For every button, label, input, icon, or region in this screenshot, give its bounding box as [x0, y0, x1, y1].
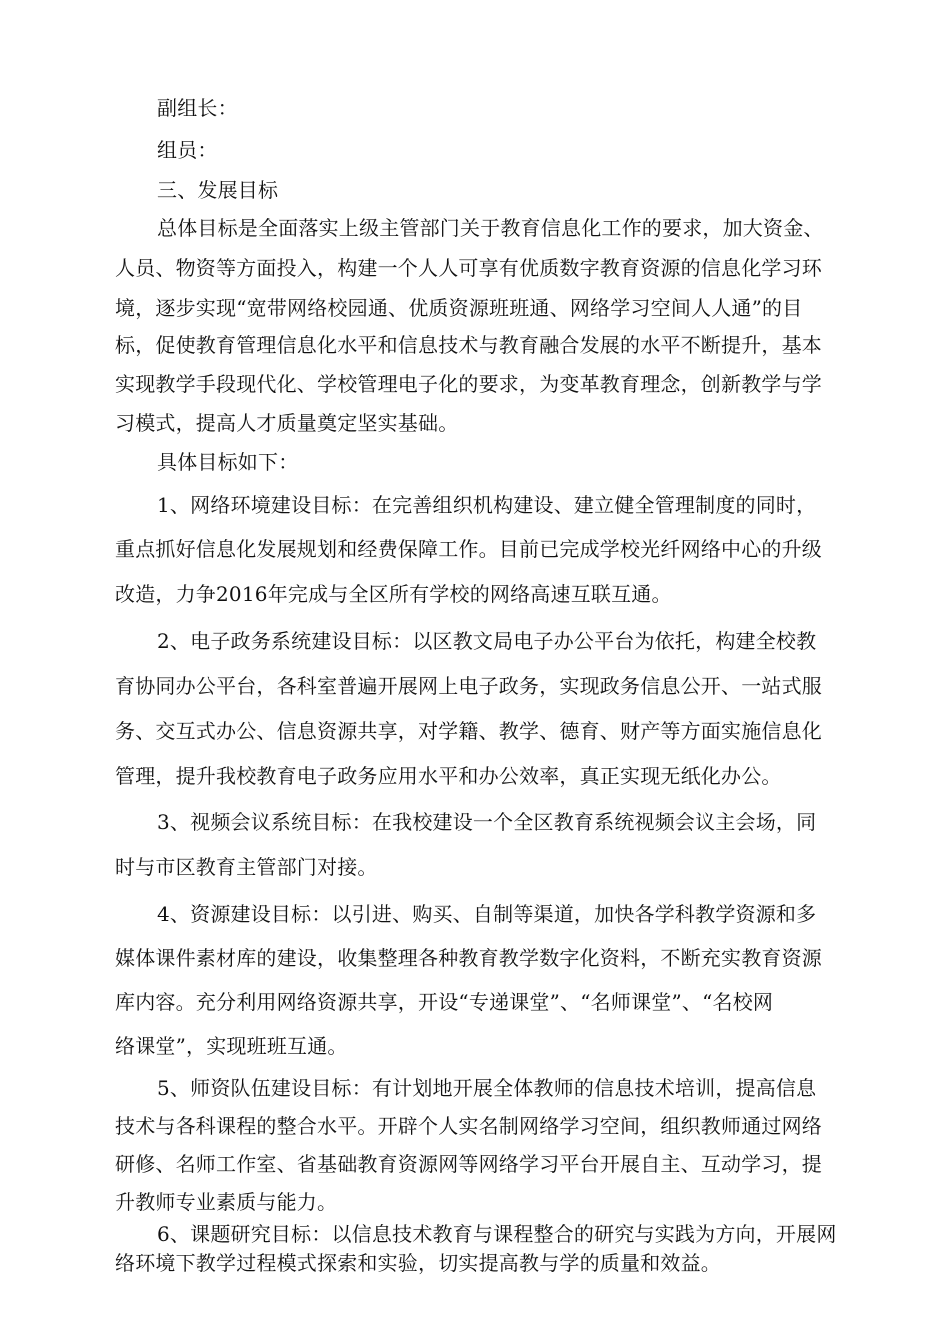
- text-line: 媒体课件素材库的建设，收集整理各种教育教学数字化资料，不断充实教育资源: [115, 946, 822, 970]
- text-line: 育协同办公平台，各科室普遍开展网上电子政务，实现政务信息公开、一站式服: [115, 674, 822, 698]
- text-line: 4、资源建设目标：以引进、购买、自制等渠道，加快各学科教学资源和多: [157, 902, 817, 926]
- text-line: 总体目标是全面落实上级主管部门关于教育信息化工作的要求，加大资金、: [157, 216, 824, 240]
- text-line: 库内容。充分利用网络资源共享，开设“专递课堂”、“名师课堂”、“名校网: [115, 990, 774, 1014]
- text-line: 境，逐步实现“宽带网络校园通、优质资源班班通、网络学习空间人人通”的目: [115, 296, 803, 320]
- text-line: 人员、物资等方面投入，构建一个人人可享有优质数字教育资源的信息化学习环: [115, 256, 822, 280]
- text-line: 络环境下教学过程模式探索和实验，切实提高教与学的质量和效益。: [115, 1251, 721, 1275]
- text-line: 技术与各科课程的整合水平。开辟个人实名制网络学习空间，组织教师通过网络: [115, 1114, 822, 1138]
- text-line: 6、课题研究目标：以信息技术教育与课程整合的研究与实践为方向，开展网: [157, 1222, 837, 1246]
- text-line: 改造，力争2016年完成与全区所有学校的网络高速互联互通。: [115, 582, 672, 606]
- text-line: 标，促使教育管理信息化水平和信息技术与教育融合发展的水平不断提升，基本: [115, 333, 822, 357]
- text-line: 管理，提升我校教育电子政务应用水平和办公效率，真正实现无纸化办公。: [115, 764, 782, 788]
- text-line: 2、电子政务系统建设目标：以区教文局电子办公平台为依托，构建全校教: [157, 629, 817, 653]
- text-line: 副组长：: [157, 96, 238, 120]
- text-line: 务、交互式办公、信息资源共享，对学籍、教学、德育、财产等方面实施信息化: [115, 719, 822, 743]
- text-line: 研修、名师工作室、省基础教育资源网等网络学习平台开展自主、互动学习，提: [115, 1152, 822, 1176]
- text-line: 升教师专业素质与能力。: [115, 1190, 338, 1214]
- text-line: 时与市区教育主管部门对接。: [115, 855, 378, 879]
- text-line: 实现教学手段现代化、学校管理电子化的要求，为变革教育理念，创新教学与学: [115, 372, 822, 396]
- text-line: 络课堂”，实现班班互通。: [115, 1034, 348, 1058]
- text-line: 3、视频会议系统目标：在我校建设一个全区教育系统视频会议主会场，同: [157, 810, 817, 834]
- text-line: 三、发展目标: [157, 178, 279, 202]
- text-line: 组员：: [157, 138, 218, 162]
- text-line: 重点抓好信息化发展规划和经费保障工作。目前已完成学校光纤网络中心的升级: [115, 537, 822, 561]
- text-line: 具体目标如下：: [157, 450, 299, 474]
- text-line: 习模式，提高人才质量奠定坚实基础。: [115, 411, 459, 435]
- text-line: 1、网络环境建设目标：在完善组织机构建设、建立健全管理制度的同时，: [157, 493, 817, 517]
- text-line: 5、师资队伍建设目标：有计划地开展全体教师的信息技术培训，提高信息: [157, 1076, 817, 1100]
